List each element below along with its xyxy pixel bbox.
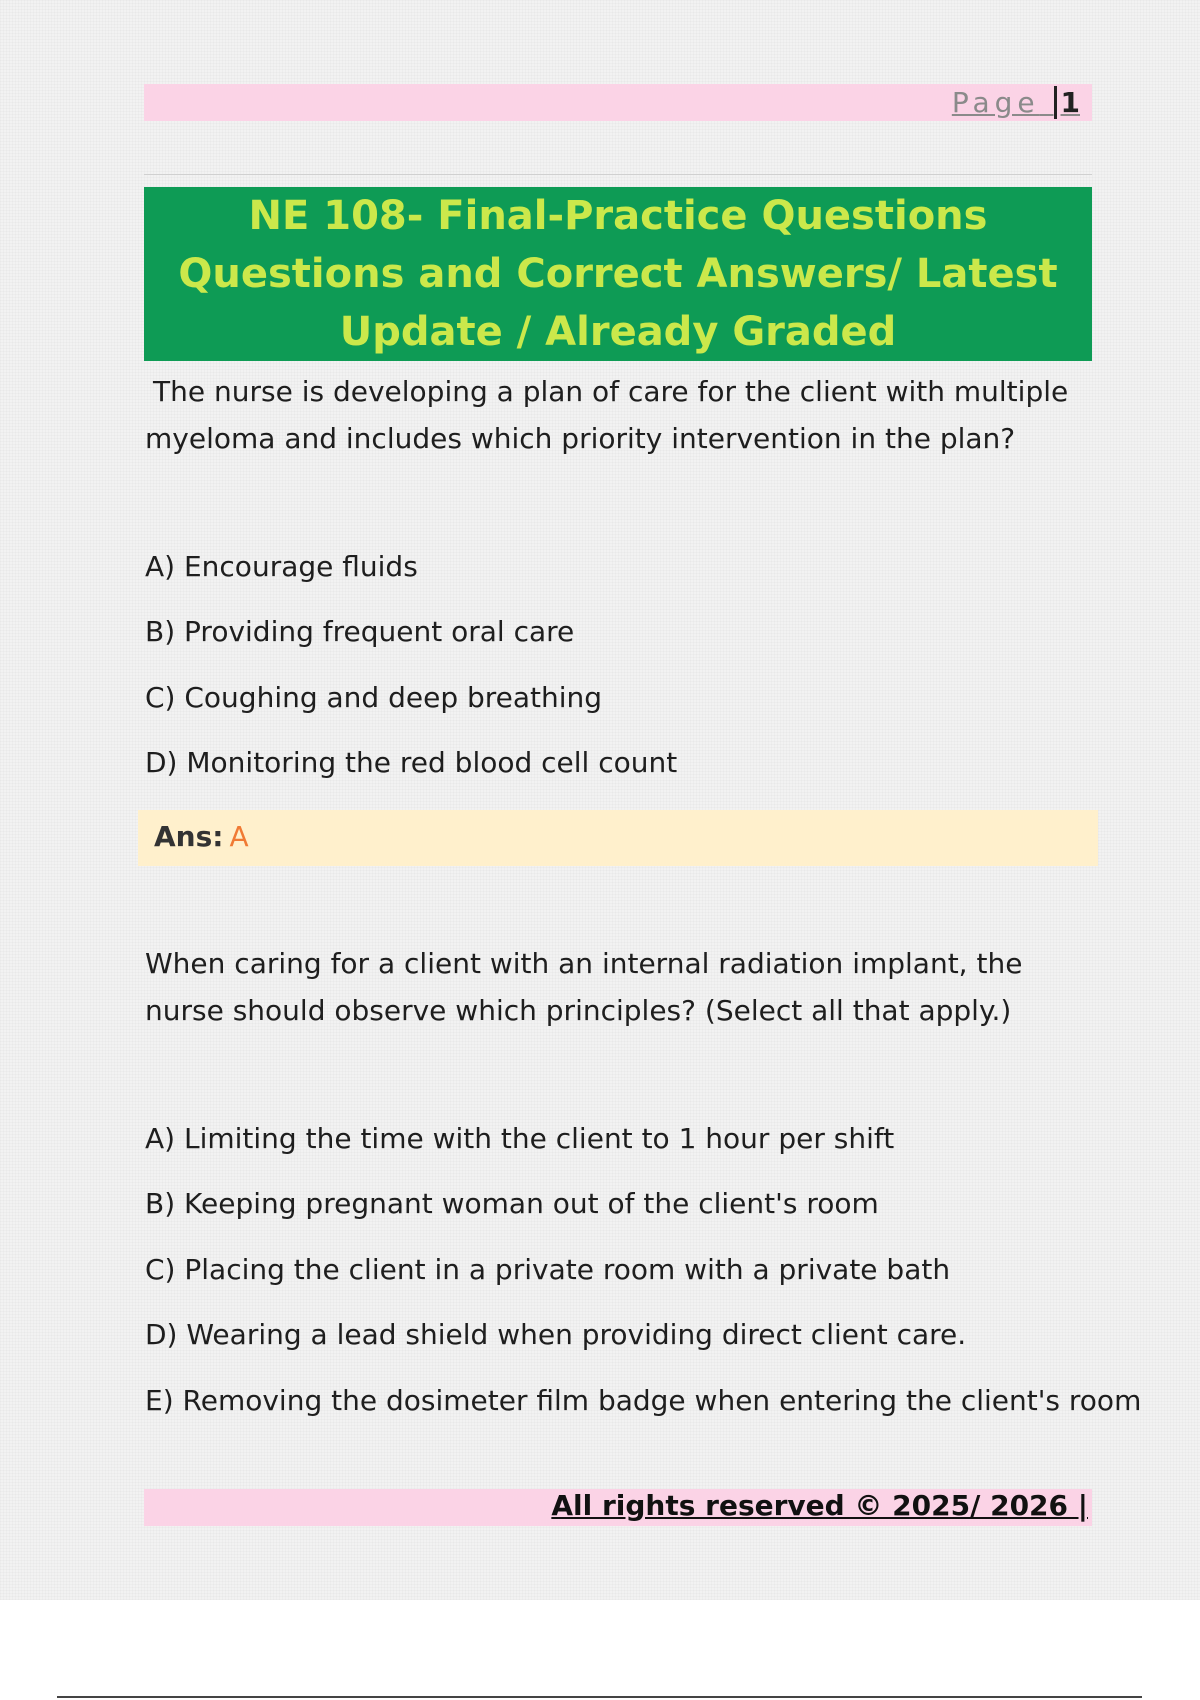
answer-value: A: [229, 820, 249, 853]
answer-box: [138, 810, 1098, 866]
question-2-option-a: A) Limiting the time with the client to 1 hour per shift: [145, 1122, 895, 1155]
copyright-text: All rights reserved © 2025/ 2026 |: [551, 1489, 1088, 1522]
question-2-option-b: B) Keeping pregnant woman out of the client's room: [145, 1187, 879, 1220]
page-indicator: [952, 86, 1080, 119]
question-1-option-b: B) Providing frequent oral care: [145, 615, 575, 648]
page-header: [144, 84, 1092, 121]
question-1-option-a: A) Encourage fluids: [145, 550, 418, 583]
title-banner: [144, 187, 1092, 361]
answer-line: [154, 820, 249, 853]
question-2-option-e: E) Removing the dosimeter film badge when entering the client's room: [145, 1384, 1142, 1417]
question-1-option-d: D) Monitoring the red blood cell count: [145, 746, 678, 779]
question-2-option-c: C) Placing the client in a private room with a private bath: [145, 1253, 951, 1286]
page-number: 1: [1054, 86, 1080, 119]
bottom-divider: [57, 1696, 1142, 1698]
page-footer: [144, 1489, 1092, 1526]
document-title: NE 108- Final-Practice Questions Questions and Correct Answers/ Latest Update / Already Graded: [178, 193, 1058, 355]
page-label: Page: [951, 86, 1040, 119]
question-1-option-c: C) Coughing and deep breathing: [145, 681, 603, 714]
question-1-text: The nurse is developing a plan of care for the client with multiple myeloma and includes which priority intervention in the plan?: [145, 375, 1069, 455]
question-2-option-d: D) Wearing a lead shield when providing direct client care.: [145, 1318, 967, 1351]
answer-label: Ans:: [154, 820, 224, 853]
question-2-text: When caring for a client with an internal radiation implant, the nurse should observe which principles? (Select all that apply.): [145, 947, 1023, 1027]
header-divider: [144, 174, 1092, 175]
